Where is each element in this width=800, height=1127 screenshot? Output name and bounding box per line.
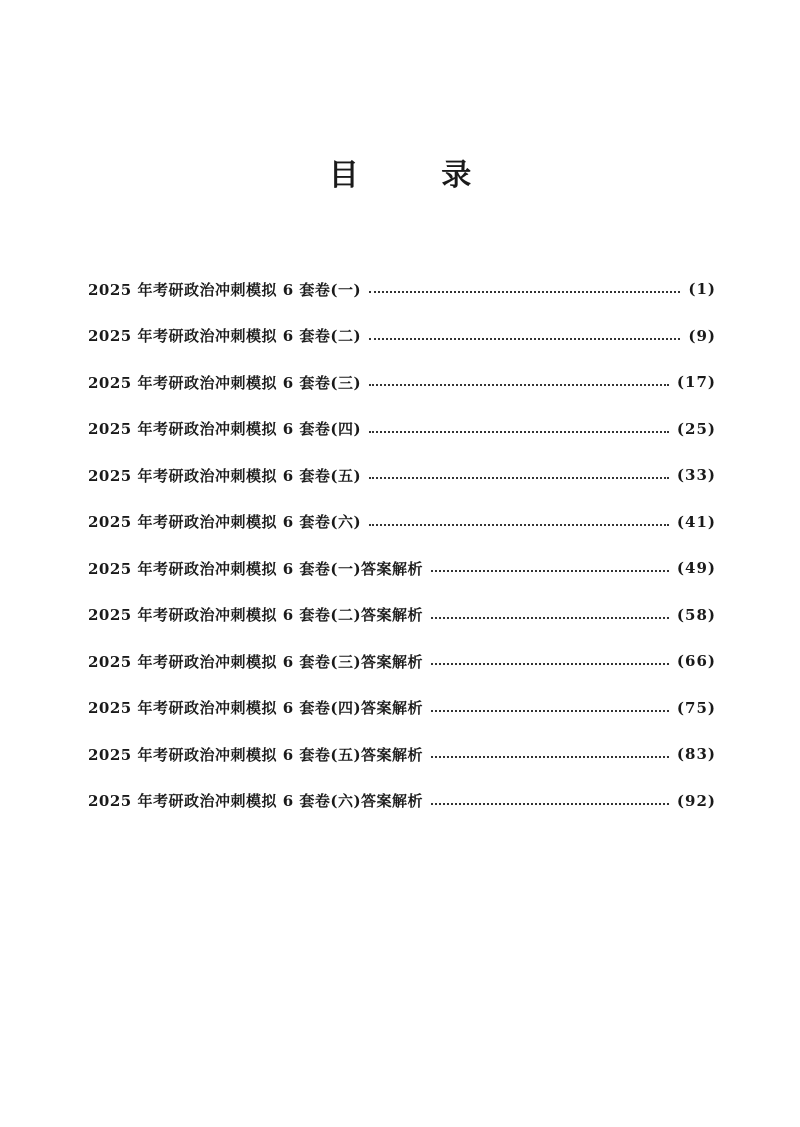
toc-entry-label: 2025 年考研政治冲刺模拟 6 套卷(三): [88, 373, 362, 392]
toc-entry[interactable]: [88, 452, 716, 499]
toc-entry[interactable]: [88, 545, 716, 592]
toc-entry-page-number: (25): [676, 419, 716, 438]
dot-leader: [369, 291, 680, 293]
dot-leader: [431, 663, 669, 665]
toc-entry[interactable]: [88, 313, 716, 360]
toc-entry-label: 2025 年考研政治冲刺模拟 6 套卷(六)答案解析: [88, 792, 424, 811]
dot-leader: [369, 384, 669, 386]
dot-leader: [369, 477, 669, 479]
toc-list: [88, 266, 716, 824]
dot-leader: [431, 617, 669, 619]
toc-entry-page-number: (9): [688, 326, 716, 345]
dot-leader: [369, 338, 680, 340]
toc-entry-label: 2025 年考研政治冲刺模拟 6 套卷(六): [88, 513, 362, 532]
dot-leader: [431, 756, 669, 758]
toc-entry-page-number: (41): [676, 512, 716, 531]
toc-entry-label: 2025 年考研政治冲刺模拟 6 套卷(四)答案解析: [88, 699, 424, 718]
toc-entry-page-number: (58): [676, 605, 716, 624]
dot-leader: [431, 803, 669, 805]
toc-entry-label: 2025 年考研政治冲刺模拟 6 套卷(一)答案解析: [88, 559, 424, 578]
dot-leader: [369, 524, 669, 526]
page-title: 目 录: [328, 158, 508, 193]
toc-entry[interactable]: [88, 638, 716, 685]
dot-leader: [369, 431, 669, 433]
toc-entry-label: 2025 年考研政治冲刺模拟 6 套卷(四): [88, 420, 362, 439]
toc-entry-page-number: (49): [676, 559, 716, 578]
toc-entry[interactable]: [88, 778, 716, 825]
toc-entry[interactable]: [88, 266, 716, 313]
toc-entry-label: 2025 年考研政治冲刺模拟 6 套卷(五)答案解析: [88, 745, 424, 764]
dot-leader: [431, 710, 669, 712]
toc-entry[interactable]: [88, 592, 716, 639]
toc-entry-page-number: (1): [688, 280, 716, 299]
toc-entry-page-number: (92): [676, 791, 716, 810]
toc-entry-label: 2025 年考研政治冲刺模拟 6 套卷(二): [88, 327, 362, 346]
toc-entry[interactable]: [88, 406, 716, 453]
toc-entry-label: 2025 年考研政治冲刺模拟 6 套卷(五): [88, 466, 362, 485]
toc-entry[interactable]: [88, 685, 716, 732]
toc-entry[interactable]: [88, 359, 716, 406]
toc-entry-label: 2025 年考研政治冲刺模拟 6 套卷(一): [88, 280, 362, 299]
toc-entry-page-number: (66): [676, 652, 716, 671]
toc-entry-page-number: (75): [676, 698, 716, 717]
toc-entry-label: 2025 年考研政治冲刺模拟 6 套卷(二)答案解析: [88, 606, 424, 625]
toc-entry-page-number: (33): [676, 466, 716, 485]
dot-leader: [431, 570, 669, 572]
toc-entry-label: 2025 年考研政治冲刺模拟 6 套卷(三)答案解析: [88, 652, 424, 671]
toc-entry-page-number: (83): [676, 745, 716, 764]
toc-entry[interactable]: [88, 731, 716, 778]
toc-entry-page-number: (17): [676, 373, 716, 392]
toc-entry[interactable]: [88, 499, 716, 546]
